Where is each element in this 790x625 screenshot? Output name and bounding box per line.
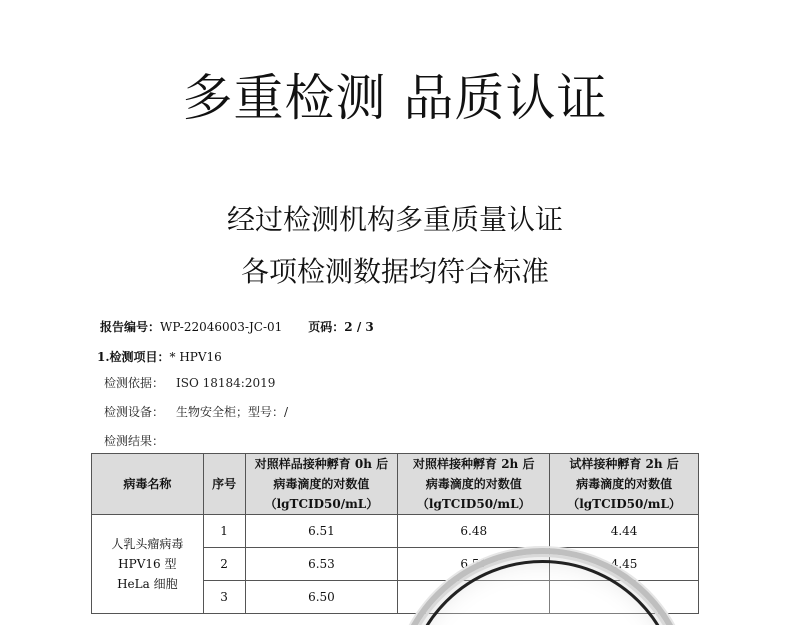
header-sample-2h-line1: 试样接种孵育 2h 后 (569, 457, 679, 471)
subtitle-line-1: 经过检测机构多重质量认证 (226, 203, 563, 236)
test-item (97, 348, 222, 365)
report-number-label: 报告编号： (100, 320, 161, 334)
virus-name-line3: HeLa 细胞 (117, 577, 178, 591)
row-sample-2h: 4.44 (550, 515, 699, 548)
header-control-2h-line1: 对照样接种孵育 2h 后 (413, 457, 535, 471)
header-control-2h (398, 454, 550, 515)
subtitle-line-2: 各项检测数据均符合标准 (240, 255, 549, 288)
row-control-2h: 6.48 (398, 515, 550, 548)
header-sample-2h-line3: （lgTCID50/mL） (567, 497, 681, 511)
headline: 多重检测 品质认证 (182, 69, 608, 127)
row-no: 2 (203, 548, 245, 581)
header-control-2h-line3: （lgTCID50/mL） (416, 497, 531, 511)
header-no: 序号 (203, 454, 245, 515)
report-number-value: WP-22046003-JC-01 (160, 320, 283, 334)
test-result-label: 检测结果： (104, 434, 165, 448)
row-no: 1 (203, 515, 245, 548)
virus-name-cell (92, 515, 204, 614)
page-value: 2 / 3 (344, 320, 374, 334)
row-sample-2h (550, 581, 699, 614)
row-control-0h: 6.50 (245, 581, 398, 614)
report-info (100, 318, 374, 335)
page-label: 页码： (308, 320, 345, 334)
test-basis (104, 374, 275, 391)
result-table (91, 453, 699, 614)
test-equipment (104, 403, 288, 420)
test-basis-label: 检测依据： (104, 376, 165, 390)
header-control-0h (245, 454, 398, 515)
header-virus: 病毒名称 (92, 454, 204, 515)
header-sample-2h-line2: 病毒滴度的对数值 (576, 477, 673, 491)
test-equipment-value: 生物安全柜；型号：/ (176, 405, 289, 419)
table-row (92, 515, 699, 548)
header-control-0h-line1: 对照样品接种孵育 0h 后 (254, 457, 389, 471)
test-equipment-label: 检测设备： (104, 405, 165, 419)
test-item-label: 1.检测项目： (97, 350, 170, 364)
header-control-2h-line2: 病毒滴度的对数值 (425, 477, 522, 491)
row-control-2h: 6.51 (398, 548, 550, 581)
header-sample-2h (550, 454, 699, 515)
test-basis-value: ISO 18184:2019 (176, 376, 276, 390)
row-control-0h: 6.51 (245, 515, 398, 548)
header-control-0h-line3: （lgTCID50/mL） (264, 497, 379, 511)
table-header-row (92, 454, 699, 515)
row-sample-2h: 4.45 (550, 548, 699, 581)
row-control-0h: 6.53 (245, 548, 398, 581)
row-no: 3 (203, 581, 245, 614)
virus-name-line1: 人乳头瘤病毒 (111, 537, 184, 551)
header-control-0h-line2: 病毒滴度的对数值 (273, 477, 370, 491)
virus-name-line2: HPV16 型 (118, 557, 177, 571)
test-item-value: * HPV16 (169, 350, 222, 364)
row-control-2h (398, 581, 550, 614)
